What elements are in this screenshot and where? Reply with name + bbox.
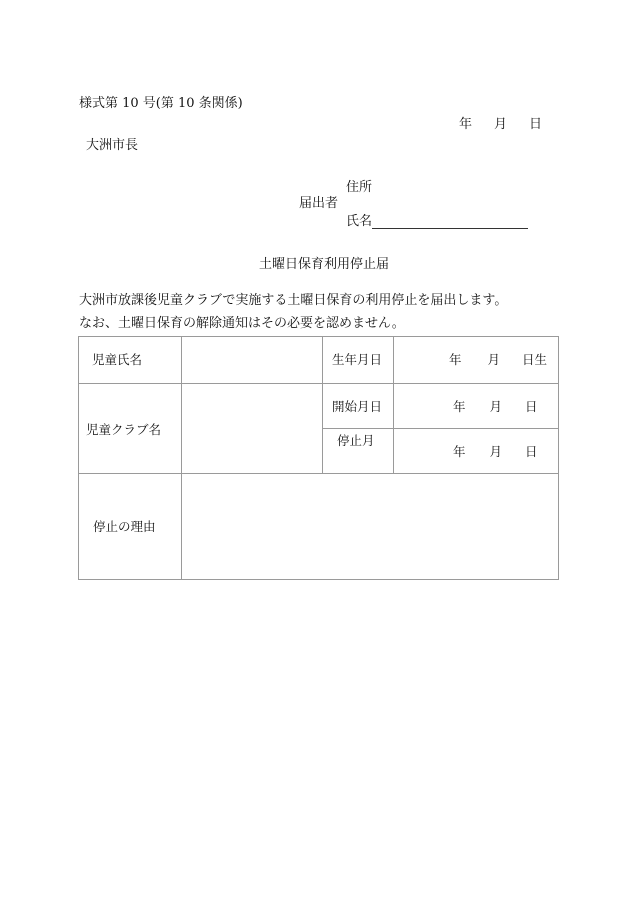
- birth-day: 日生: [522, 352, 548, 367]
- stop-reason-label: 停止の理由: [93, 519, 156, 534]
- name-label: 氏名: [346, 214, 373, 229]
- birth-year: 年: [449, 352, 462, 367]
- notifier-label: 届出者: [299, 196, 339, 211]
- stop-year: 年: [453, 444, 466, 459]
- table-rule: [181, 337, 182, 579]
- stop-month: 月: [489, 444, 503, 459]
- table-rule: [79, 383, 558, 384]
- submission-date: [459, 118, 542, 131]
- body-text-line-1: 大洲市放課後児童クラブで実施する土曜日保育の利用停止を届出します。: [79, 293, 508, 308]
- form-table: [78, 336, 559, 580]
- address-label: 住所: [346, 180, 373, 195]
- table-rule: [393, 337, 394, 473]
- date-month: 月: [494, 117, 508, 132]
- name-signature-line[interactable]: [372, 228, 528, 229]
- body-text-line-2: なお、土曜日保育の解除通知はその必要を認めません。: [79, 316, 405, 331]
- club-name-label: 児童クラブ名: [86, 422, 162, 437]
- document-title: 土曜日保育利用停止届: [259, 257, 390, 272]
- table-rule: [322, 337, 323, 473]
- birthdate-value[interactable]: [449, 354, 547, 367]
- stop-date-value[interactable]: [453, 446, 538, 459]
- form-number: 様式第 10 号(第 10 条関係): [79, 96, 243, 111]
- date-year: 年: [459, 117, 473, 132]
- start-month: 月: [489, 399, 503, 414]
- start-day: 日: [525, 399, 538, 414]
- date-day: 日: [529, 117, 543, 132]
- addressee: 大洲市長: [86, 138, 139, 153]
- birth-month: 月: [487, 352, 501, 367]
- start-date-value[interactable]: [453, 401, 538, 414]
- table-rule: [79, 473, 558, 474]
- child-name-label: 児童氏名: [92, 352, 143, 367]
- stop-month-label: 停止月: [337, 433, 375, 448]
- start-year: 年: [453, 399, 466, 414]
- table-rule: [322, 428, 558, 429]
- start-date-label: 開始月日: [332, 399, 383, 414]
- birthdate-label: 生年月日: [332, 352, 383, 367]
- stop-day: 日: [525, 444, 538, 459]
